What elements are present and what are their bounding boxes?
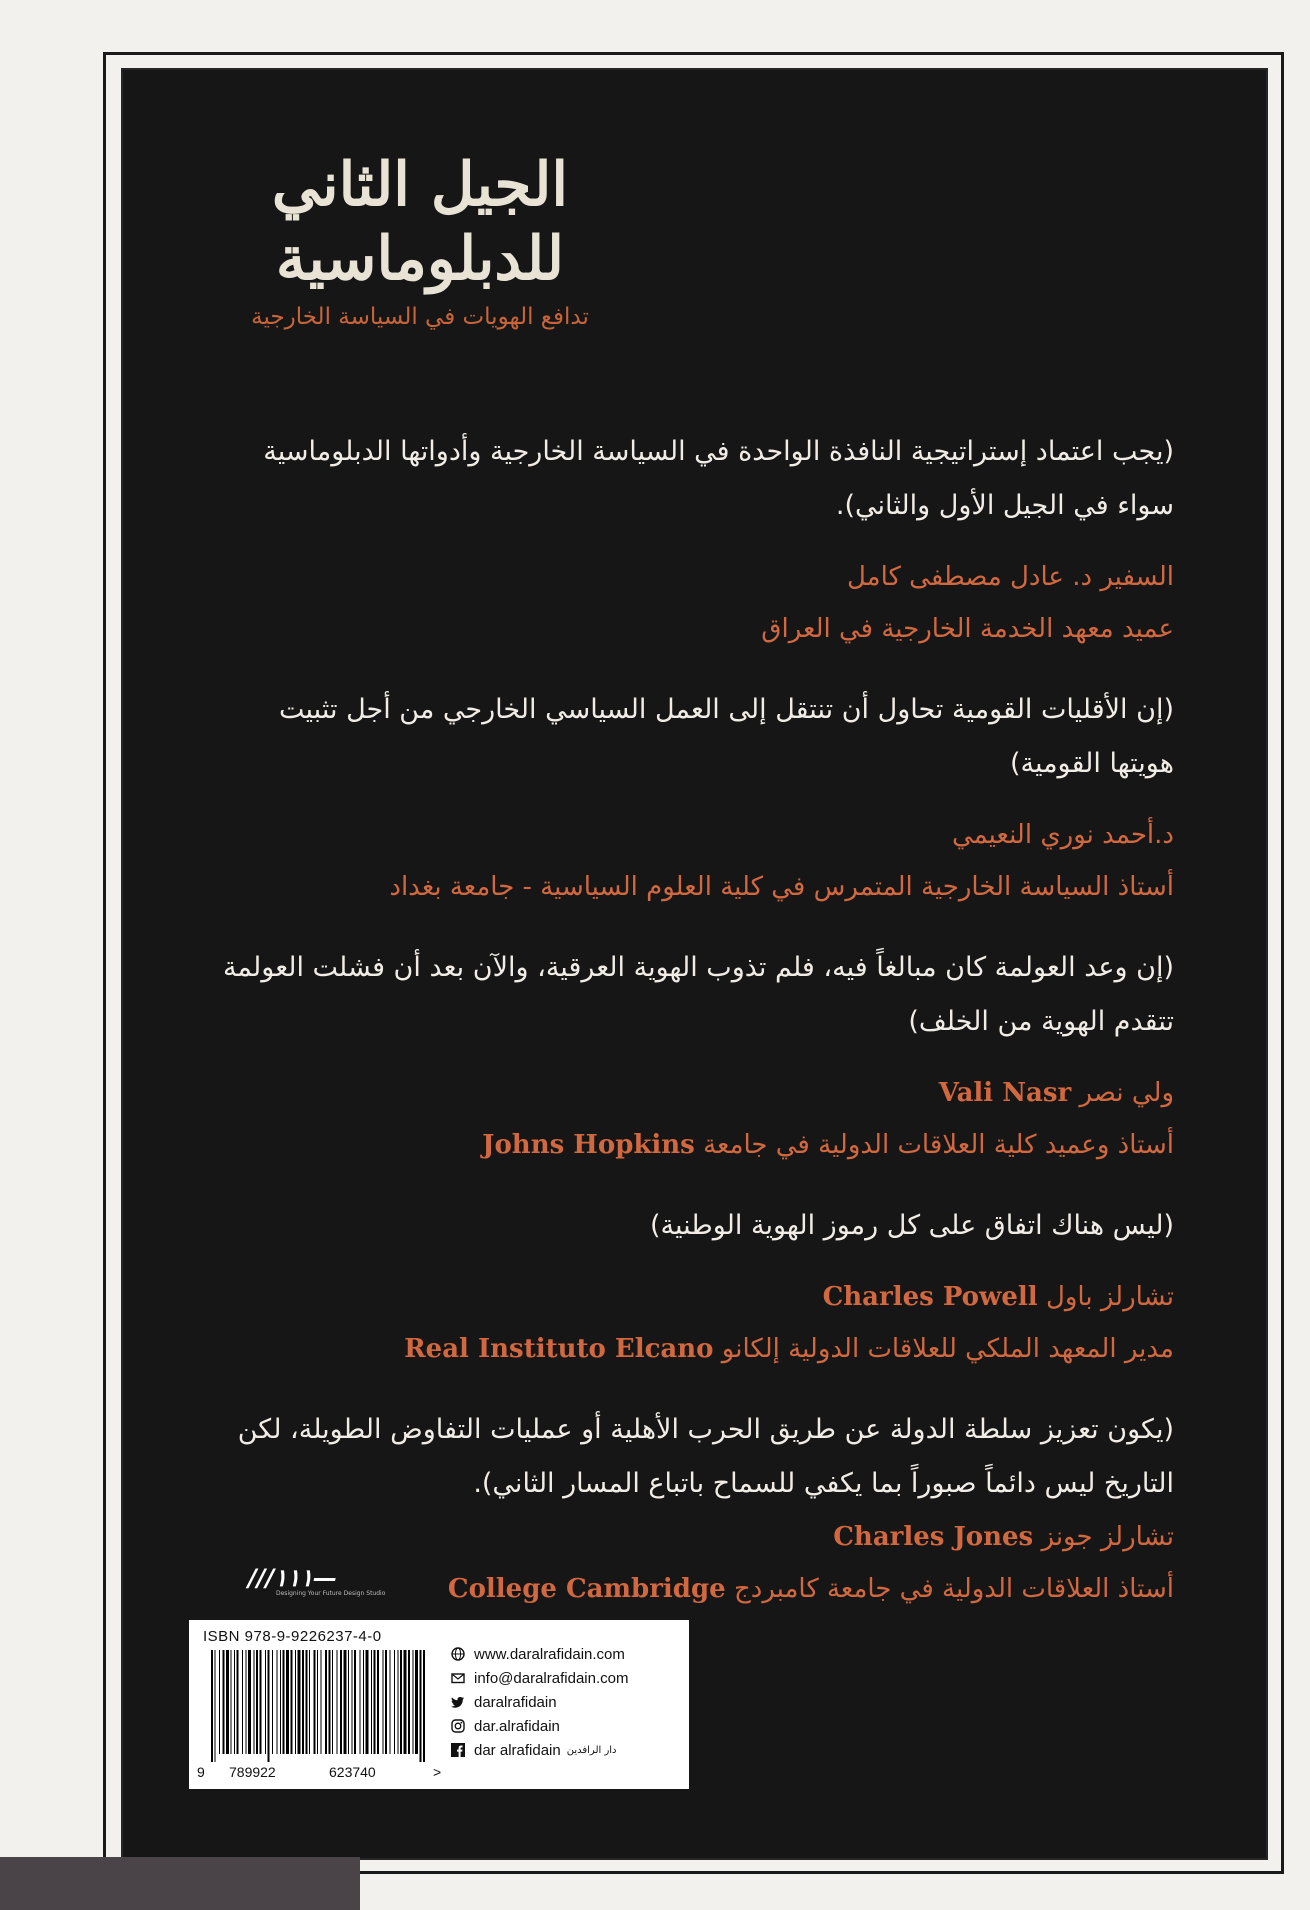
book-subtitle: تدافع الهويات في السياسة الخارجية [251, 304, 589, 330]
quote-author: السفير د. عادل مصطفى كامل [846, 562, 1174, 592]
title-block [230, 148, 610, 334]
twitter-text: daralrafidain [474, 1693, 557, 1711]
role-latin: Real Instituto Elcano [404, 1334, 714, 1364]
isbn-box [189, 1620, 689, 1789]
envelope-icon [451, 1671, 465, 1685]
facebook-text-arabic: دار الرافدين [566, 1744, 617, 1756]
globe-icon [451, 1647, 465, 1661]
role-arabic: مدير المعهد الملكي للعلاقات الدولية إلكانو [721, 1334, 1174, 1364]
barcode-digit-first: 9 [197, 1764, 205, 1780]
publisher-logo-mark: ///١١١— [248, 1564, 337, 1592]
isbn-number: ISBN 978-9-9226237-4-0 [203, 1628, 382, 1645]
author-name-arabic: ولي نصر [1079, 1078, 1174, 1108]
barcode-digits-right: 623740 [329, 1764, 376, 1780]
publisher-contacts [451, 1642, 683, 1762]
email-text: info@daralrafidain.com [474, 1669, 629, 1687]
quote-text: (إن الأقليات القومية تحاول أن تنتقل إلى العمل السياسي الخارجي من أجل تثبيت هويتها القومية) [279, 694, 1174, 779]
website-text: www.daralrafidain.com [474, 1645, 625, 1663]
quote-author [222, 1067, 1174, 1119]
quote-text: (يجب اعتماد إستراتيجية النافذة الواحدة في السياسة الخارجية وأدواتها الدبلوماسية سواء في الجيل الأول والثاني). [263, 436, 1174, 521]
book-title-line-2: للدبلوماسية [275, 224, 565, 294]
quotes-section [222, 425, 1174, 1615]
quote-text: (ليس هناك اتفاق على كل رموز الهوية الوطنية) [649, 1210, 1174, 1241]
quote-text: (إن وعد العولمة كان مبالغاً فيه، فلم تذوب الهوية العرقية، والآن بعد أن فشلت العولمة تتقدم الهوية من الخلف) [222, 952, 1174, 1037]
publisher-logo-tagline: Designing Your Future Design Studio [276, 1590, 386, 1597]
facebook-link[interactable] [451, 1738, 683, 1762]
quote-author: د.أحمد نوري النعيمي [951, 820, 1174, 850]
website-link[interactable] [451, 1642, 683, 1666]
bottom-color-strip [0, 1857, 360, 1910]
publisher-logo [248, 1566, 388, 1602]
email-link[interactable] [451, 1666, 683, 1690]
barcode-end-marker: > [433, 1764, 442, 1780]
quote-author-role [222, 1119, 1174, 1171]
role-latin: College Cambridge [447, 1574, 726, 1604]
twitter-icon [451, 1695, 465, 1709]
twitter-link[interactable] [451, 1690, 683, 1714]
quote-author [222, 1511, 1174, 1563]
quote-author-role [222, 1323, 1174, 1375]
facebook-icon [451, 1743, 465, 1757]
role-arabic: أستاذ العلاقات الدولية في جامعة كامبردج [733, 1574, 1174, 1604]
barcode [209, 1650, 427, 1762]
author-name-arabic: تشارلز جونز [1041, 1522, 1174, 1552]
quote-author [222, 1271, 1174, 1323]
quote-author-role: عميد معهد الخدمة الخارجية في العراق [761, 614, 1174, 644]
author-name-latin: Vali Nasr [938, 1078, 1072, 1108]
role-arabic: أستاذ وعميد كلية العلاقات الدولية في جامعة [703, 1130, 1174, 1160]
author-name-latin: Charles Powell [822, 1282, 1038, 1312]
barcode-digits-left: 789922 [229, 1764, 276, 1780]
instagram-icon [451, 1719, 465, 1733]
author-name-latin: Charles Jones [833, 1522, 1034, 1552]
quote-author-role: أستاذ السياسة الخارجية المتمرس في كلية العلوم السياسية - جامعة بغداد [389, 872, 1174, 902]
quote-text: (يكون تعزيز سلطة الدولة عن طريق الحرب الأهلية أو عمليات التفاوض الطويلة، لكن التاريخ ليس دائماً صبوراً بما يكفي للسماح باتباع المسار الثاني). [237, 1414, 1174, 1499]
instagram-link[interactable] [451, 1714, 683, 1738]
book-title-line-1: الجيل الثاني [271, 150, 569, 220]
instagram-text: dar.alrafidain [474, 1717, 560, 1735]
author-name-arabic: تشارلز باول [1045, 1282, 1174, 1312]
role-latin: Johns Hopkins [482, 1130, 695, 1160]
facebook-text: dar alrafidain [474, 1741, 561, 1759]
